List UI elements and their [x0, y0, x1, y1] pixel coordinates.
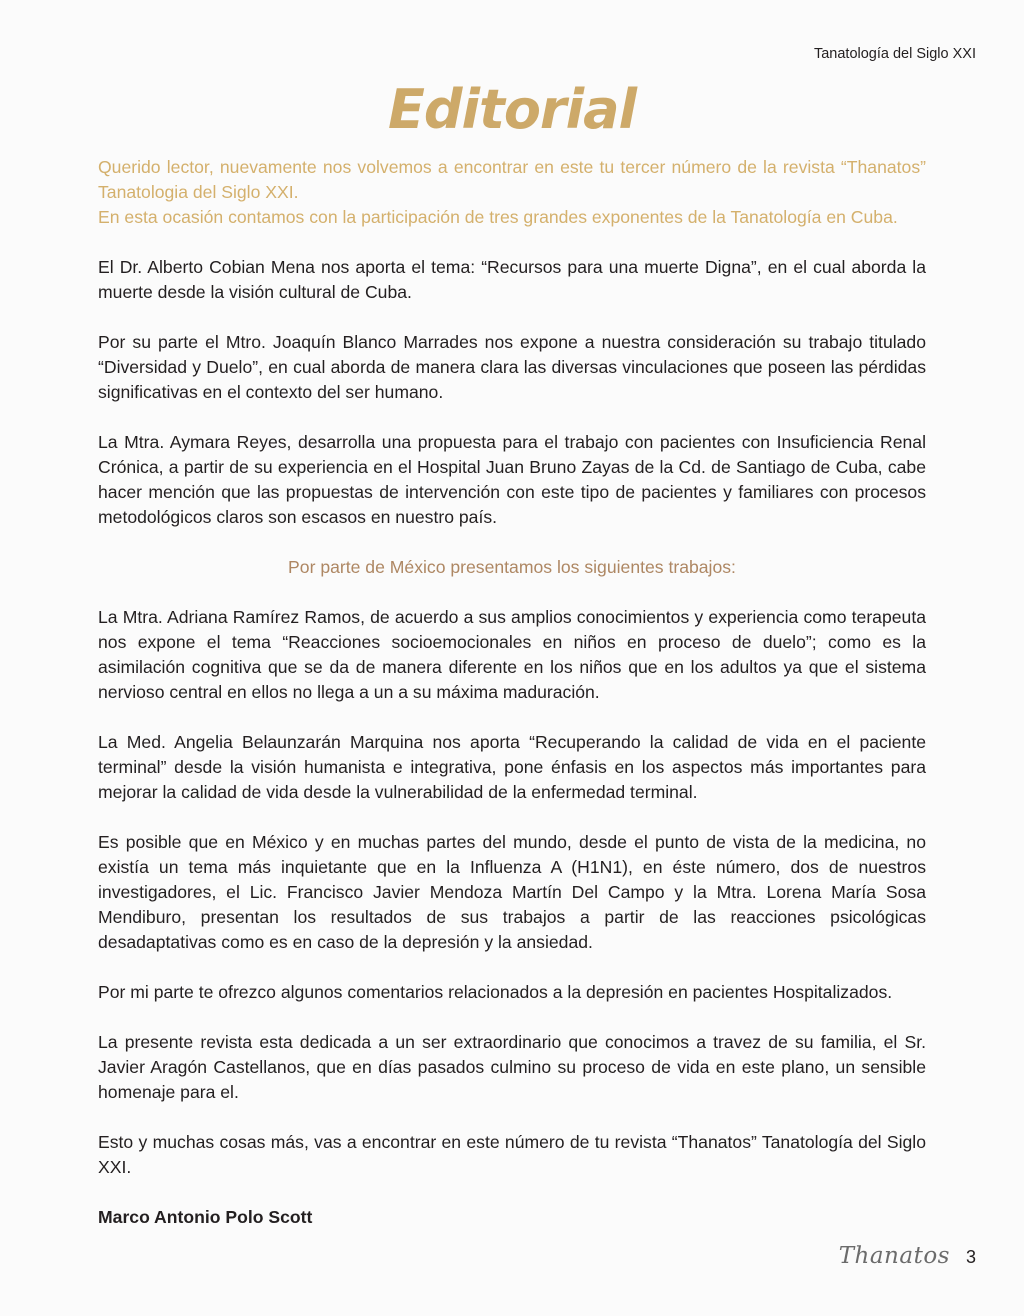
signature: Marco Antonio Polo Scott [98, 1207, 313, 1227]
page-number: 3 [965, 1247, 976, 1267]
intro-cuba-note: En esta ocasión contamos con la participación de tres grandes exponentes de la Tanatología en Cuba. [98, 207, 898, 227]
paragraph-dedication: La presente revista esta dedicada a un ser extraordinario que conocimos a travez de su familia, el Sr. Javier Aragón Castellanos, que en días pasados culmino su proceso de vida en este plano, un sensible homenaje para el. [98, 1032, 926, 1102]
paragraph-author-note: Por mi parte te ofrezco algunos comentarios relacionados a la depresión en pacientes Hospitalizados. [98, 982, 893, 1002]
section-heading-mexico: Por parte de México presentamos los siguientes trabajos: [288, 557, 736, 577]
paragraph-cobian: El Dr. Alberto Cobian Mena nos aporta el tema: “Recursos para una muerte Digna”, en el cual aborda la muerte desde la visión cultural de Cuba. [98, 257, 926, 302]
running-header: Tanatología del Siglo XXI [813, 46, 976, 62]
paragraph-reyes: La Mtra. Aymara Reyes, desarrolla una propuesta para el trabajo con pacientes con Insuficiencia Renal Crónica, a partir de su experiencia en el Hospital Juan Bruno Zayas de la Cd. de Santiago de Cuba, cabe hacer mención que las propuestas de intervención con este tipo de pacientes y familiares con procesos metodológicos claros son escasos en nuestro país. [98, 432, 926, 527]
article-body [98, 155, 926, 1255]
page-title: Editorial [387, 78, 637, 141]
page-footer [839, 1243, 976, 1269]
brand-logo: Thanatos [838, 1243, 950, 1269]
paragraph-closing: Esto y muchas cosas más, vas a encontrar en este número de tu revista “Thanatos” Tanatología del Siglo XXI. [98, 1132, 926, 1177]
paragraph-belaunzaran: La Med. Angelia Belaunzarán Marquina nos aporta “Recuperando la calidad de vida en el paciente terminal” desde la visión humanista e integrativa, pone énfasis en los aspectos más importantes para mejorar la calidad de vida desde la vulnerabilidad de la enfermedad terminal. [98, 732, 926, 802]
intro-block [98, 155, 926, 230]
paragraph-ramirez: La Mtra. Adriana Ramírez Ramos, de acuerdo a sus amplios conocimientos y experiencia como terapeuta nos expone el tema “Reacciones socioemocionales en niños en proceso de duelo”; como es la asimilación cognitiva que se da de manera diferente en los niños que en los adultos ya que el sistema nervioso central en ellos no llega a un a su máxima maduración. [98, 607, 926, 702]
intro-greeting: Querido lector, nuevamente nos volvemos a encontrar en este tu tercer número de la revista “Thanatos” Tanatologia del Siglo XXI. [98, 157, 926, 202]
paragraph-influenza: Es posible que en México y en muchas partes del mundo, desde el punto de vista de la medicina, no existía un tema más inquietante que en la Influenza A (H1N1), en éste número, dos de nuestros investigadores, el Lic. Francisco Javier Mendoza Martín Del Campo y la Mtra. Lorena María Sosa Mendiburo, presentan los resultados de sus trabajos a partir de las reacciones psicológicas desadaptativas como es en caso de la depresión y la ansiedad. [98, 832, 926, 952]
paragraph-blanco: Por su parte el Mtro. Joaquín Blanco Marrades nos expone a nuestra consideración su trabajo titulado “Diversidad y Duelo”, en cual aborda de manera clara las diversas vinculaciones que poseen las pérdidas significativas en el contexto del ser humano. [98, 332, 926, 402]
